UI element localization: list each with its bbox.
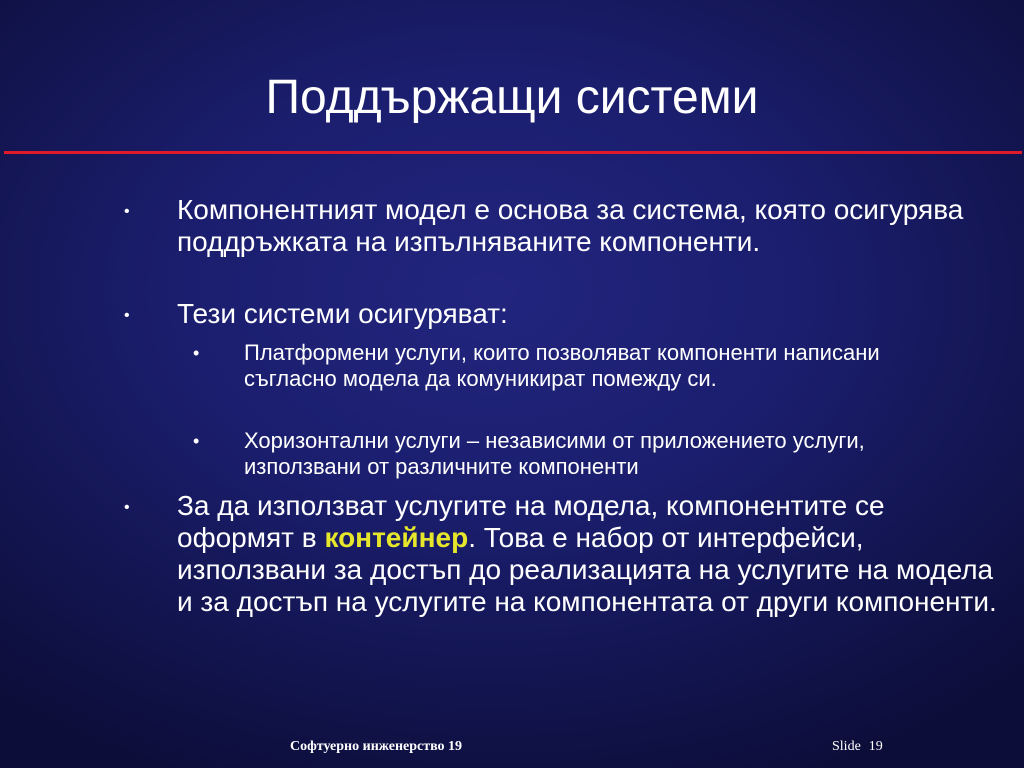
bullet-3-text [177,490,997,618]
subbullet-marker: • [193,431,200,451]
bullet-2-text: Тези системи осигуряват: [177,298,508,329]
bullet-1-text: Компонентният модел е основа за система, която осигурява поддръжката на изпълняваните компоненти. [177,194,964,257]
footer-slide-number [832,739,883,755]
slide-title: Поддържащи системи [265,71,759,124]
bullet-marker: • [124,499,130,516]
container-term-highlight: контейнер [324,522,469,553]
bullet-3-text-before: За да използват услугите на модела, компонентите се оформят в [177,490,885,553]
bullet-3-text-after: . Това е набор от интерфейси, използвани за достъп до реализацията на услугите на модела и за достъп на услугите на компонентата от други компоненти. [177,522,997,617]
slide-number: 19 [868,739,883,754]
subbullet-2-text: Хоризонтални услуги – независими от приложението услуги, използвани от различните компоненти [244,428,865,479]
slide-label: Slide [832,739,861,754]
subbullet-1-text: Платформени услуги, които позволяват компоненти написани съгласно модела да комуникират помежду си. [244,340,880,391]
footer-course-title: Софтуерно инженерство 19 [290,739,463,754]
bullet-marker: • [124,203,130,220]
subbullet-marker: • [193,343,200,363]
bullet-marker: • [124,307,130,324]
